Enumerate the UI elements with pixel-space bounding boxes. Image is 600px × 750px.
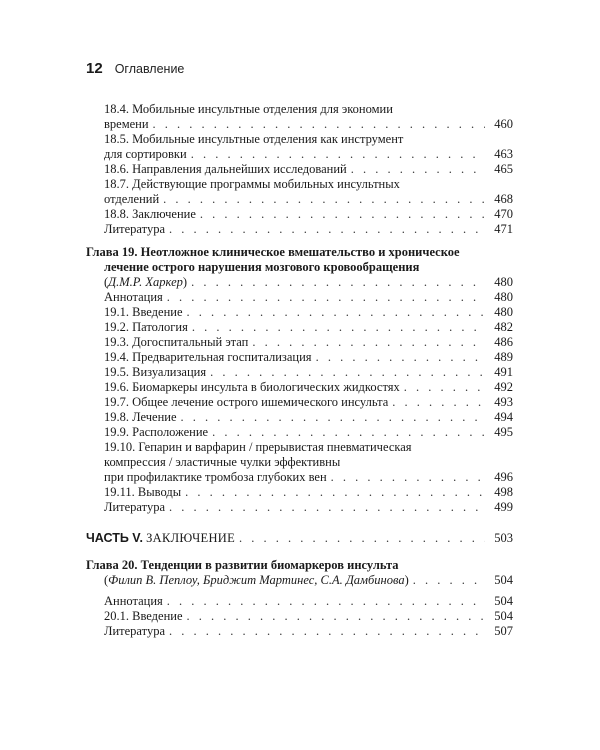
dot-leader [191, 147, 485, 162]
toc-entry-line: 18.5. Мобильные инсультные отделения как инструмент [104, 132, 404, 146]
toc-entry-label: 19.1. Введение [104, 305, 183, 319]
toc-entry [86, 410, 513, 425]
toc-entry-label: 19.4. Предварительная госпитализация [104, 350, 312, 364]
toc-entry [86, 162, 513, 177]
dot-leader [169, 500, 485, 515]
toc-entry-page: 504 [494, 594, 513, 608]
toc-entry-label: Литература [104, 624, 165, 638]
dot-leader [187, 609, 485, 624]
toc-entry-label: 19.2. Патология [104, 320, 188, 334]
chapter-18-entries [86, 102, 513, 237]
toc-entry [86, 147, 513, 162]
dot-leader [210, 365, 485, 380]
dot-leader [392, 395, 485, 410]
toc-entry-page: 482 [494, 320, 513, 334]
chapter-19-entries [86, 290, 513, 515]
toc-entry-label: 20.1. Введение [104, 609, 183, 623]
dot-leader [169, 222, 485, 237]
toc-entry [86, 290, 513, 305]
toc-entry-page: 491 [494, 365, 513, 379]
toc-entry-line: 19.10. Гепарин и варфарин / прерывистая пневматическая [104, 440, 412, 454]
dot-leader [252, 335, 485, 350]
toc-entry-page: 471 [494, 222, 513, 236]
toc-entry-page: 496 [494, 470, 513, 484]
dot-leader [192, 320, 485, 335]
toc-entry [86, 305, 513, 320]
dot-leader [185, 485, 485, 500]
chapter-19 [86, 245, 513, 515]
dot-leader [181, 410, 485, 425]
dot-leader [316, 350, 485, 365]
chapter-19-title: Глава 19. Неотложное клиническое вмешательство и хроническое [86, 245, 460, 259]
dot-leader [212, 425, 485, 440]
dot-leader [200, 207, 485, 222]
chapter-19-authors-entry: (Д.М.Р. Харкер) . . . 480 [86, 275, 513, 290]
toc-entry-label: Литература [104, 222, 165, 236]
toc-entry [86, 192, 513, 207]
toc-entry-label: 19.5. Визуализация [104, 365, 207, 379]
toc-entry-page: 468 [494, 192, 513, 206]
chapter-19-title-cont: лечение острого нарушения мозгового кровообращения [104, 260, 420, 274]
toc-entry-label: 19.6. Биомаркеры инсульта в биологических жидкостях [104, 380, 400, 394]
toc-entry-page: 504 [494, 609, 513, 623]
dot-leader [167, 290, 485, 305]
toc-entry-page: 486 [494, 335, 513, 349]
part-5-page: 503 [494, 531, 513, 545]
toc-entry-label: 19.9. Расположение [104, 425, 209, 439]
toc-entry-label: отделений [104, 192, 160, 206]
toc-entry [86, 485, 513, 500]
toc-entry-page: 495 [494, 425, 513, 439]
toc-entry-page: 460 [494, 117, 513, 131]
chapter-20-authors-entry: (Филип В. Пеплоу, Бриджит Мартинес, С.А. Дамбинова) . . . 504 [86, 573, 513, 588]
toc-entry-label: для сортировки [104, 147, 187, 161]
toc-entry-label: 19.3. Догоспитальный этап [104, 335, 249, 349]
toc-entry [86, 380, 513, 395]
toc-entry [86, 470, 513, 485]
chapter-20-entries [86, 594, 513, 639]
toc-entry-label: времени [104, 117, 149, 131]
toc-entry-line: 18.7. Действующие программы мобильных инсультных [104, 177, 400, 191]
toc-entry-line: 18.4. Мобильные инсультные отделения для экономии [104, 102, 393, 116]
part-5-title: ЗАКЛЮЧЕНИЕ [146, 531, 236, 545]
dot-leader [167, 594, 485, 609]
toc-entry-label: 18.6. Направления дальнейших исследований [104, 162, 347, 176]
chapter-20 [86, 558, 513, 639]
dot-leader [169, 624, 485, 639]
dot-leader [163, 192, 485, 207]
toc-entry-page: 492 [494, 380, 513, 394]
toc-entry-label: Аннотация [104, 594, 163, 608]
toc-entry-label: Литература [104, 500, 165, 514]
toc-entry [86, 320, 513, 335]
toc-entry [86, 594, 513, 609]
toc-entry-page: 470 [494, 207, 513, 221]
part-5-entry [86, 531, 513, 546]
toc-entry-page: 498 [494, 485, 513, 499]
toc-entry-page: 499 [494, 500, 513, 514]
toc-entry [86, 500, 513, 515]
dot-leader [351, 162, 485, 177]
chapter-19-authors: Д.М.Р. Харкер [108, 275, 183, 289]
toc-entry-label: Аннотация [104, 290, 163, 304]
toc-entry-label: 18.8. Заключение [104, 207, 196, 221]
toc-entry [86, 395, 513, 410]
dot-leader [331, 470, 485, 485]
toc-entry-page: 465 [494, 162, 513, 176]
page-number: 12 [86, 60, 103, 77]
toc-entry-page: 463 [494, 147, 513, 161]
toc-entry [86, 425, 513, 440]
toc-entry-page: 494 [494, 410, 513, 424]
toc-entry [86, 117, 513, 132]
toc-entry [86, 609, 513, 624]
toc-entry [86, 222, 513, 237]
toc-entry-label: 19.7. Общее лечение острого ишемического инсульта [104, 395, 389, 409]
toc-entry [86, 207, 513, 222]
dot-leader [187, 305, 485, 320]
toc-entry [86, 335, 513, 350]
toc-entry-line: компрессия / эластичные чулки эффективны [104, 455, 341, 469]
toc-entry-label: 19.8. Лечение [104, 410, 177, 424]
dot-leader [404, 380, 485, 395]
chapter-20-authors: Филип В. Пеплоу, Бриджит Мартинес, С.А. Дамбинова [108, 573, 405, 587]
part-5-label: ЧАСТЬ V. [86, 531, 143, 545]
chapter-20-title: Глава 20. Тенденции в развитии биомаркеров инсульта [86, 558, 399, 572]
toc-entry-page: 493 [494, 395, 513, 409]
running-head [86, 60, 184, 76]
toc-entry-page: 489 [494, 350, 513, 364]
running-title: Оглавление [114, 62, 185, 76]
dot-leader [153, 117, 485, 132]
toc-entry [86, 350, 513, 365]
toc-entry [86, 365, 513, 380]
toc-entry-page: 480 [494, 290, 513, 304]
chapter-19-page: 480 [494, 275, 513, 289]
toc-entry [86, 624, 513, 639]
toc-entry-label: 19.11. Выводы [104, 485, 182, 499]
chapter-20-page: 504 [494, 573, 513, 587]
table-of-contents [86, 102, 513, 639]
toc-entry-page: 507 [494, 624, 513, 638]
toc-entry-page: 480 [494, 305, 513, 319]
toc-entry-label: при профилактике тромбоза глубоких вен [104, 470, 327, 484]
